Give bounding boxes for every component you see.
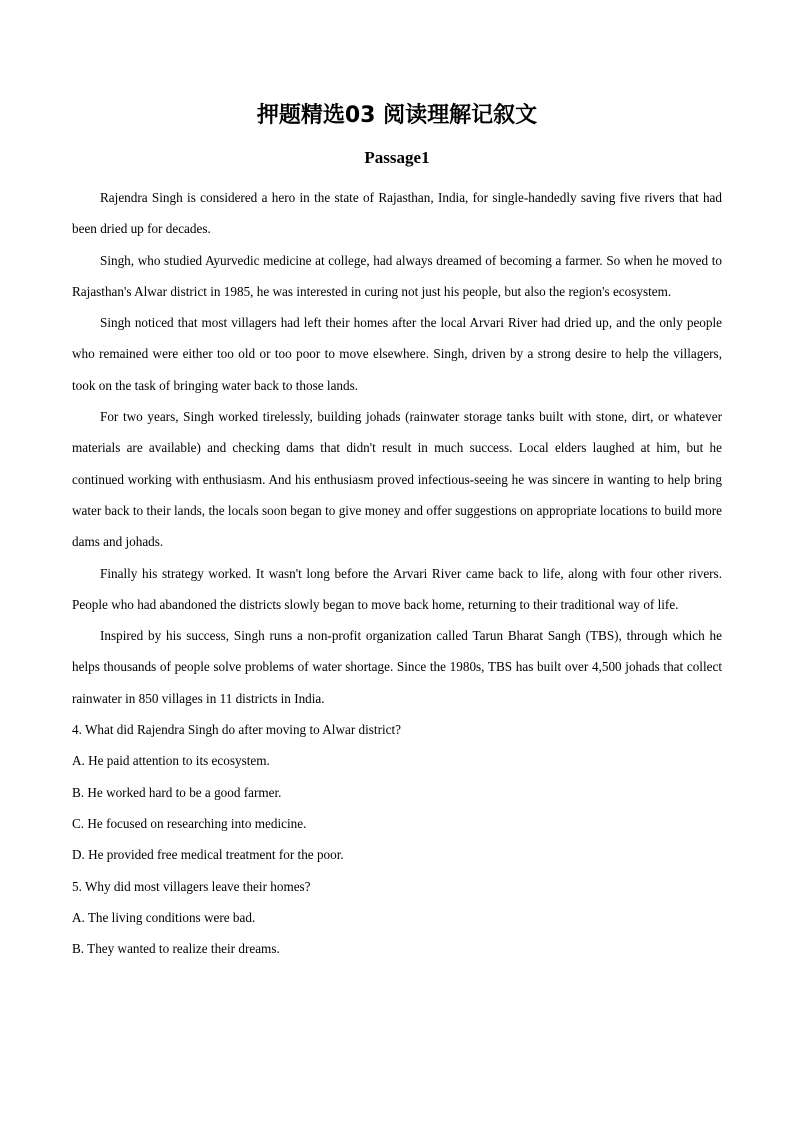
question-text: 5. Why did most villagers leave their homes? [72,878,311,894]
question-text: 4. What did Rajendra Singh do after moving to Alwar district? [72,722,402,738]
answer-option: A. The living conditions were bad. [72,909,256,925]
answer-option: B. They wanted to realize their dreams. [72,941,280,957]
answer-option: A. He paid attention to its ecosystem. [72,753,270,769]
paragraph: Inspired by his success, Singh runs a non-profit organization called Tarun Bharat Sangh (TBS), through which he helps thousands of people solve problems of water shortage. Since the 1980s, TBS has built over 4,500 johads that collect rainwater in 850 villages in 11 districts in India. [72,628,722,706]
paragraph: Finally his strategy worked. It wasn't long before the Arvari River came back to life, along with four other rivers. People who had abandoned the districts slowly began to move back home, returning to their traditional way of life. [72,565,722,612]
question-4 [72,714,722,870]
passage-title: Passage1 [364,148,430,167]
document-page [72,98,722,964]
question-5 [72,871,722,965]
passage-body [72,182,722,714]
answer-option: D. He provided free medical treatment for the poor. [72,847,344,863]
page-title: 押题精选03 阅读理解记叙文 [256,103,538,128]
paragraph: Singh noticed that most villagers had left their homes after the local Arvari River had dried up, and the only people who remained were either too old or too poor to move elsewhere. Singh, driven by a strong desire to help the villagers, took on the task of bringing water back to those lands. [72,315,722,393]
answer-option: C. He focused on researching into medicine. [72,815,307,831]
paragraph: Singh, who studied Ayurvedic medicine at college, had always dreamed of becoming a farmer. So when he moved to Rajasthan's Alwar district in 1985, he was interested in curing not just his people, but also the region's ecosystem. [72,252,722,299]
answer-option: B. He worked hard to be a good farmer. [72,784,282,800]
paragraph: Rajendra Singh is considered a hero in the state of Rajasthan, India, for single-handedly saving five rivers that had been dried up for decades. [72,190,722,237]
paragraph: For two years, Singh worked tirelessly, building johads (rainwater storage tanks built with stone, dirt, or whatever materials are available) and checking dams that didn't result in much success. Local elders laughed at him, but he continued working with enthusiasm. And his enthusiasm proved infectious-seeing he was sincere in wanting to help bring water back to their lands, the locals soon began to give money and offer suggestions on appropriate locations to build more dams and johads. [72,409,722,550]
